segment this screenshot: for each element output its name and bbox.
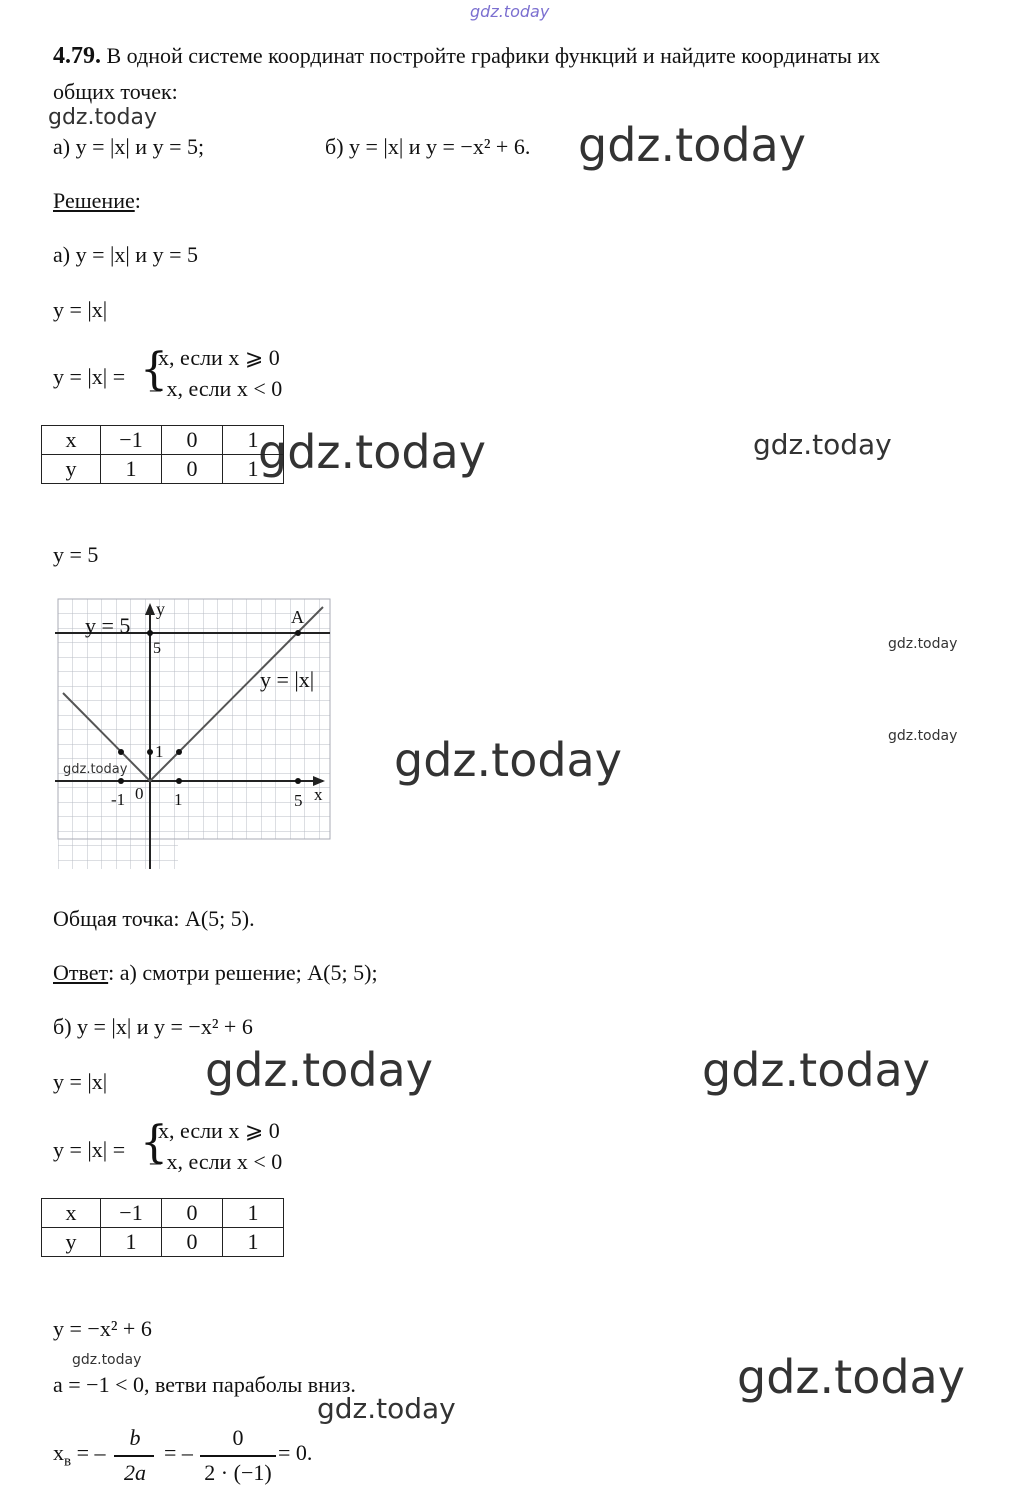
- table-cell: 1: [223, 1228, 284, 1257]
- parabola-equation: y = −x² + 6: [53, 1316, 152, 1341]
- watermark: gdz.today: [317, 1392, 456, 1425]
- tick-1-x: 1: [174, 790, 183, 809]
- part-a-fn: y = |x|: [53, 297, 108, 322]
- problem-statement: [53, 43, 880, 70]
- table-header-y: y: [42, 1228, 101, 1257]
- piecewise-case1: x, если x ⩾ 0: [158, 1118, 280, 1143]
- brace: {: [140, 344, 168, 395]
- label-y-axis: y: [156, 599, 165, 619]
- frac2-line: [200, 1455, 276, 1457]
- part-b-fn: y = |x|: [53, 1069, 108, 1094]
- watermark: gdz.today: [48, 105, 158, 130]
- answer-a: [53, 960, 378, 986]
- answer-text: : а) смотри решение; A(5; 5);: [108, 960, 378, 985]
- watermark: gdz.today: [258, 425, 486, 479]
- label-y5: y = 5: [85, 613, 131, 638]
- problem-part-a: а) y = |x| и y = 5;: [53, 134, 205, 159]
- frac1-den: 2a: [124, 1460, 146, 1485]
- watermark: gdz.today: [702, 1043, 930, 1097]
- problem-part-b: б) y = |x| и y = −x² + 6.: [325, 134, 531, 159]
- coef-note: a = −1 < 0, ветви параболы вниз.: [53, 1372, 356, 1397]
- point-A: [295, 630, 301, 636]
- vertex-lhs: [53, 1440, 106, 1470]
- solution-heading: Решение:: [53, 188, 141, 213]
- tick-5-x: 5: [294, 791, 303, 810]
- watermark: gdz.today: [63, 762, 128, 777]
- part-a-title: а) y = |x| и y = 5: [53, 242, 198, 267]
- watermark: gdz.today: [888, 728, 958, 744]
- point: [295, 778, 301, 784]
- table-header-y: y: [42, 455, 101, 484]
- point: [147, 749, 153, 755]
- watermark: gdz.today: [394, 733, 622, 787]
- part-b-title: б) y = |x| и y = −x² + 6: [53, 1014, 253, 1039]
- watermark: gdz.today: [888, 636, 958, 652]
- table-cell: 0: [162, 1199, 223, 1228]
- watermark: gdz.today: [737, 1350, 965, 1404]
- point: [176, 778, 182, 784]
- vertex-eq1: = –: [76, 1440, 106, 1465]
- answer-label: Ответ: [53, 960, 109, 985]
- brace: {: [140, 1117, 168, 1168]
- table-cell: 0: [162, 426, 223, 455]
- vertex-eq2: = –: [164, 1440, 193, 1465]
- table-cell: 1: [223, 455, 284, 484]
- table-cell: 1: [223, 426, 284, 455]
- label-abs: y = |x|: [260, 667, 315, 692]
- tick-1-y: 1: [155, 742, 164, 761]
- table-cell: −1: [101, 426, 162, 455]
- point: [118, 749, 124, 755]
- piecewise-lhs: y = |x| =: [53, 1137, 126, 1162]
- grid-extension: [58, 839, 178, 869]
- common-point: Общая точка: A(5; 5).: [53, 906, 255, 931]
- vertex-sub: в: [64, 1453, 72, 1470]
- watermark: gdz.today: [72, 1352, 142, 1368]
- table-cell: 1: [101, 455, 162, 484]
- solution-label: Решение: [53, 188, 135, 213]
- watermark: gdz.today: [753, 428, 892, 461]
- table-cell: 1: [223, 1199, 284, 1228]
- label-A: A: [291, 607, 304, 627]
- table-cell: 1: [101, 1228, 162, 1257]
- vertex-result: = 0.: [278, 1440, 313, 1465]
- point: [118, 778, 124, 784]
- piecewise-lhs: y = |x| =: [53, 364, 126, 389]
- vertex-x: x: [53, 1440, 64, 1465]
- frac2-den: 2 · (−1): [204, 1460, 272, 1485]
- problem-text: В одной системе координат постройте графики функций и найдите координаты их: [106, 43, 881, 68]
- values-table-a: [41, 425, 284, 484]
- point: [176, 749, 182, 755]
- frac2-num: 0: [232, 1425, 244, 1450]
- problem-text-line2: общих точек:: [53, 79, 178, 104]
- frac1-line: [114, 1455, 154, 1457]
- table-cell: −1: [101, 1199, 162, 1228]
- point: [147, 630, 153, 636]
- watermark: gdz.today: [578, 118, 806, 172]
- table-cell: 0: [162, 455, 223, 484]
- piecewise-case2: – x, если x < 0: [150, 376, 283, 401]
- frac1-num: b: [129, 1425, 141, 1450]
- piecewise-case1: x, если x ⩾ 0: [158, 345, 280, 370]
- problem-number: 4.79.: [53, 43, 101, 69]
- table-header-x: x: [42, 426, 101, 455]
- watermark-top: gdz.today: [470, 2, 550, 21]
- label-x-axis: x: [314, 785, 323, 804]
- table-cell: 0: [162, 1228, 223, 1257]
- table-header-x: x: [42, 1199, 101, 1228]
- watermark: gdz.today: [205, 1043, 433, 1097]
- values-table-b: [41, 1198, 284, 1257]
- piecewise-case2: – x, если x < 0: [150, 1149, 283, 1174]
- line-equation: y = 5: [53, 542, 99, 567]
- graph-a: [55, 595, 345, 875]
- tick-5-y: 5: [153, 640, 161, 657]
- tick-0: 0: [135, 784, 144, 803]
- tick-minus-1: -1: [111, 790, 126, 809]
